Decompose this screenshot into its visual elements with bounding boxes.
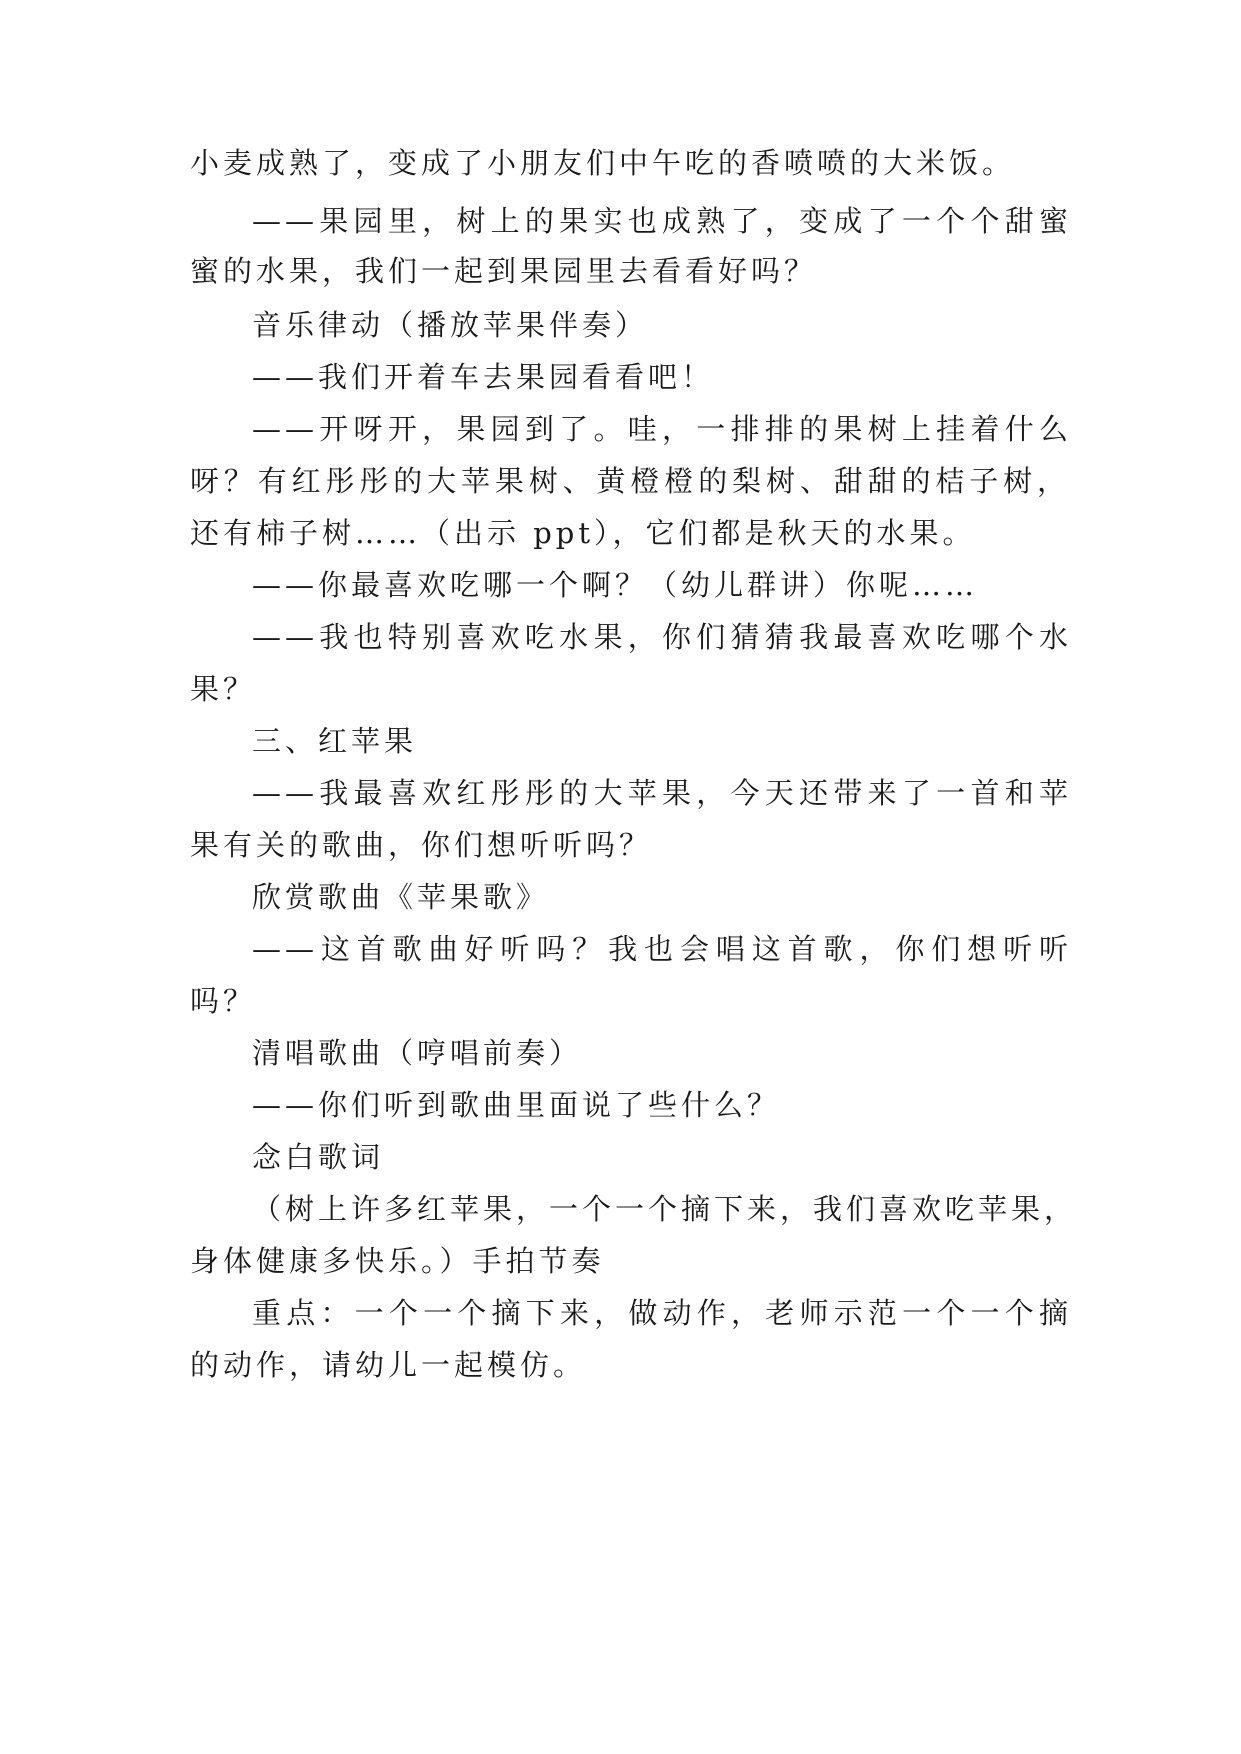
text-line: 吗？: [190, 984, 257, 1018]
text-line: 欣赏歌曲《苹果歌》: [252, 880, 550, 914]
text-line: ——你们听到歌曲里面说了些什么？: [252, 1088, 781, 1122]
text-line: 呀？有红彤彤的大苹果树、黄橙橙的梨树、甜甜的桔子树，: [190, 464, 1070, 498]
text-line: 清唱歌曲（哼唱前奏）: [252, 1036, 583, 1070]
text-line: 音乐律动（播放苹果伴奏）: [252, 308, 649, 342]
text-line: 念白歌词: [252, 1140, 385, 1174]
text-line: 小麦成熟了，变成了小朋友们中午吃的香喷喷的大米饭。: [190, 146, 1016, 180]
text-line: 果？: [190, 672, 257, 706]
text-line: ——果园里，树上的果实也成熟了，变成了一个个甜蜜: [252, 204, 1072, 238]
text-line: ——我也特别喜欢吃水果，你们猜猜我最喜欢吃哪个水: [252, 620, 1072, 654]
text-line: 还有柿子树……（出示 ppt），它们都是秋天的水果。: [190, 516, 976, 550]
text-line: 果有关的歌曲，你们想听听吗？: [190, 828, 653, 862]
text-line: 三、红苹果: [252, 724, 418, 758]
text-line: 的动作，请幼儿一起模仿。: [190, 1348, 587, 1382]
text-line: 身体健康多快乐。）手拍节奏: [190, 1244, 605, 1278]
text-line: ——开呀开，果园到了。哇，一排排的果树上挂着什么: [252, 412, 1072, 446]
text-line: ——你最喜欢吃哪一个啊？（幼儿群讲）你呢……: [252, 568, 979, 602]
text-line: ——我最喜欢红彤彤的大苹果，今天还带来了一首和苹: [252, 776, 1072, 810]
text-line: ——这首歌曲好听吗？我也会唱这首歌，你们想听听: [252, 932, 1072, 966]
text-line: 蜜的水果，我们一起到果园里去看看好吗？: [190, 254, 818, 288]
text-line: （树上许多红苹果，一个一个摘下来，我们喜欢吃苹果，: [252, 1192, 1078, 1226]
text-line: ——我们开着车去果园看看吧！: [252, 360, 715, 394]
text-line: 重点：一个一个摘下来，做动作，老师示范一个一个摘: [252, 1296, 1072, 1330]
